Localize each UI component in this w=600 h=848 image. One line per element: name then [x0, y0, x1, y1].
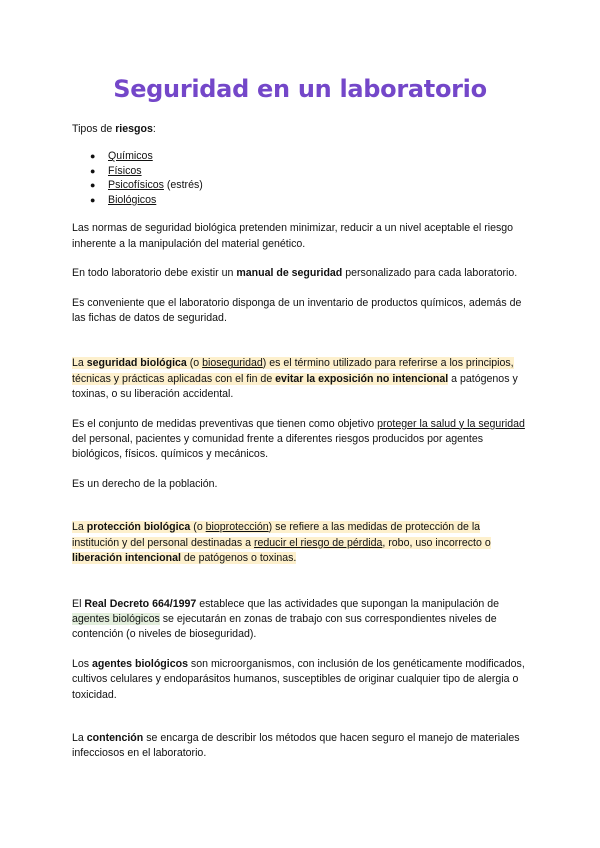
- list-item: [90, 193, 528, 208]
- paragraph-seguridad-biologica: [72, 356, 528, 402]
- text-run: de patógenos o toxinas.: [180, 552, 297, 565]
- link-bioseguridad[interactable]: bioseguridad: [202, 357, 263, 370]
- risk-extra: (estrés): [163, 179, 203, 192]
- highlight-agentes: agentes biológicos: [72, 612, 160, 625]
- text-run: establece que las actividades que supongan la manipulación de: [196, 597, 500, 610]
- risk-types-bold: riesgos: [115, 123, 153, 135]
- bold-exposicion: evitar la exposición no intencional: [275, 372, 449, 385]
- bullet-icon: ●: [90, 165, 96, 176]
- text-run: (o: [186, 357, 203, 370]
- text-run: El: [72, 597, 85, 610]
- bold-real-decreto: Real Decreto 664/1997: [84, 597, 197, 610]
- page-title: Seguridad en un laboratorio: [113, 75, 487, 103]
- risk-link-psicofisicos[interactable]: Psicofísicos: [108, 179, 164, 192]
- paragraph-medidas: [72, 417, 528, 463]
- paragraph-derecho: Es un derecho de la población.: [72, 477, 218, 490]
- paragraph-manual: [72, 266, 528, 281]
- paragraph-contencion: [72, 731, 528, 762]
- text-run: se encarga de describir los métodos que hacen seguro el manejo de materiales infecciosos en el laboratorio.: [72, 731, 520, 760]
- list-item: [90, 164, 528, 179]
- underlined-proteger: proteger la salud y la seguridad: [377, 417, 525, 430]
- bold-contencion: contención: [86, 731, 144, 744]
- text-run: (o: [190, 521, 206, 534]
- risk-link-fisicos[interactable]: Físicos: [108, 164, 142, 177]
- paragraph-real-decreto: [72, 597, 528, 643]
- text-run: a patógenos y toxinas, o su liberación accidental.: [72, 372, 518, 401]
- bold-seguridad-biologica: seguridad biológica: [86, 357, 187, 370]
- link-bioproteccion[interactable]: bioprotección: [205, 521, 269, 534]
- text-run: La: [72, 357, 87, 370]
- paragraph-inventario: Es conveniente que el laboratorio disponga de un inventario de productos químicos, además de las fichas de datos de seguridad.: [72, 296, 522, 325]
- text-run: ) se refiere a las medidas de protección de la institución y del personal destinadas a: [72, 521, 481, 549]
- risk-types-suffix: :: [152, 123, 156, 135]
- text-run: del personal, pacientes y comunidad frente a diferentes riesgos producidos por agentes biológicos, físicos. químicos y mecánicos.: [72, 433, 484, 461]
- bold-manual: manual de seguridad: [236, 267, 343, 280]
- paragraph-proteccion-biologica: [72, 520, 528, 566]
- bullet-icon: ●: [90, 194, 96, 205]
- paragraph-agentes: [72, 657, 528, 703]
- risk-link-quimicos[interactable]: Químicos: [108, 150, 153, 163]
- text-run: personalizado para cada laboratorio.: [342, 267, 518, 280]
- text-run: La: [72, 731, 87, 744]
- risk-types-prefix: Tipos de: [72, 123, 116, 135]
- paragraph-normas: Las normas de seguridad biológica pretenden minimizar, reducir a un nivel aceptable el riesgo inherente a la manipulación del material genético.: [72, 222, 514, 250]
- risk-types-heading: [72, 122, 528, 137]
- text-run: , robo, uso incorrecto o: [382, 536, 491, 549]
- text-run: son microorganismos, con inclusión de los genéticamente modificados, cultivos celulares y endoparásitos humanos, susceptibles de originar cualquier tipo de alergia o toxicidad.: [72, 657, 525, 701]
- bullet-icon: ●: [90, 151, 96, 162]
- list-item: [90, 178, 528, 193]
- underlined-riesgo-perdida: reducir el riesgo de pérdida: [253, 536, 383, 549]
- text-run: En todo laboratorio debe existir un: [72, 267, 237, 280]
- text-run: Los: [72, 657, 93, 670]
- bold-liberacion: liberación intencional: [72, 552, 181, 565]
- text-run: ) es el término utilizado para referirse a los principios, técnicas y prácticas aplicadas con el fin de: [72, 357, 514, 385]
- risk-link-biologicos[interactable]: Biológicos: [108, 193, 157, 206]
- text-run: La: [72, 521, 87, 534]
- text-run: Es el conjunto de medidas preventivas que tienen como objetivo: [72, 417, 378, 430]
- list-item: [90, 149, 528, 164]
- text-run: se ejecutarán en zonas de trabajo con sus correspondientes niveles de contención (o niveles de bioseguridad).: [72, 612, 497, 641]
- risk-list: [72, 149, 528, 207]
- bold-proteccion-biologica: protección biológica: [86, 521, 191, 534]
- bold-agentes: agentes biológicos: [92, 657, 188, 670]
- bullet-icon: ●: [90, 180, 96, 191]
